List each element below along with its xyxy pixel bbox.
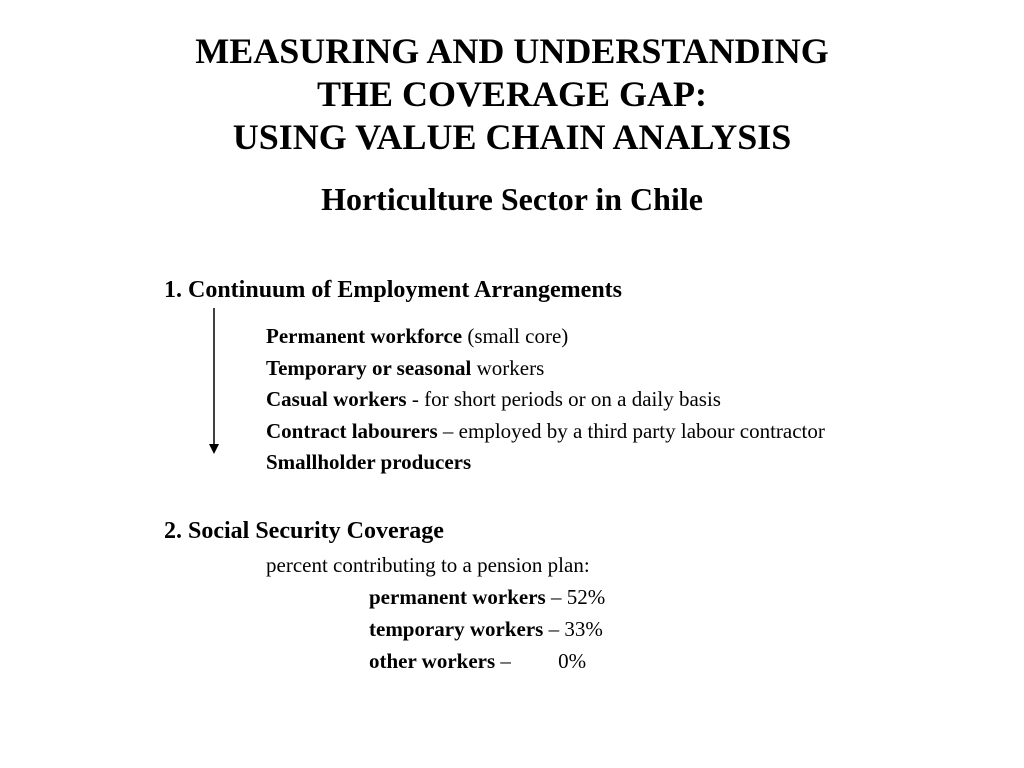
list-item-label: Contract labourers [266,418,438,443]
coverage-item [369,613,605,645]
title-line-3: USING VALUE CHAIN ANALYSIS [232,117,792,157]
coverage-label: temporary workers [369,617,544,641]
list-item-detail: workers [471,355,545,380]
coverage-value: 0% [558,649,587,673]
list-item-label: Casual workers [266,387,407,411]
coverage-dash: – [495,649,517,673]
list-item [266,447,825,479]
list-item [266,353,825,385]
section-1-heading: 1. Continuum of Employment Arrangements [164,277,623,303]
list-item-label: Smallholder producers [266,450,472,474]
list-item [266,384,825,416]
coverage-item [369,645,605,677]
employment-arrangements-list [266,321,825,479]
section-2-heading: 2. Social Security Coverage [164,518,444,544]
coverage-dash: – [543,617,565,641]
list-item-detail: - for short periods or on a daily basis [406,387,721,411]
list-item-label: Permanent workforce [266,324,463,348]
slide-title [0,30,1024,159]
list-item [266,321,825,353]
list-item-detail: (small core) [462,324,569,348]
coverage-intro: percent contributing to a pension plan: [266,553,590,577]
title-line-2: THE COVERAGE GAP: [316,74,708,114]
coverage-list [369,581,605,677]
list-item-detail: – employed by a third party labour contractor [437,418,825,443]
coverage-label: other workers [369,649,496,673]
coverage-label: permanent workers [369,585,546,609]
list-item [266,416,825,448]
coverage-value: 52% [566,585,606,609]
coverage-dash: – [545,585,567,609]
down-arrow-icon [206,308,222,454]
coverage-item [369,581,605,613]
list-item-label: Temporary or seasonal [266,355,472,380]
slide-subtitle: Horticulture Sector in Chile [321,181,703,217]
coverage-value: 33% [564,617,603,641]
title-line-1: MEASURING AND UNDERSTANDING [195,31,829,71]
